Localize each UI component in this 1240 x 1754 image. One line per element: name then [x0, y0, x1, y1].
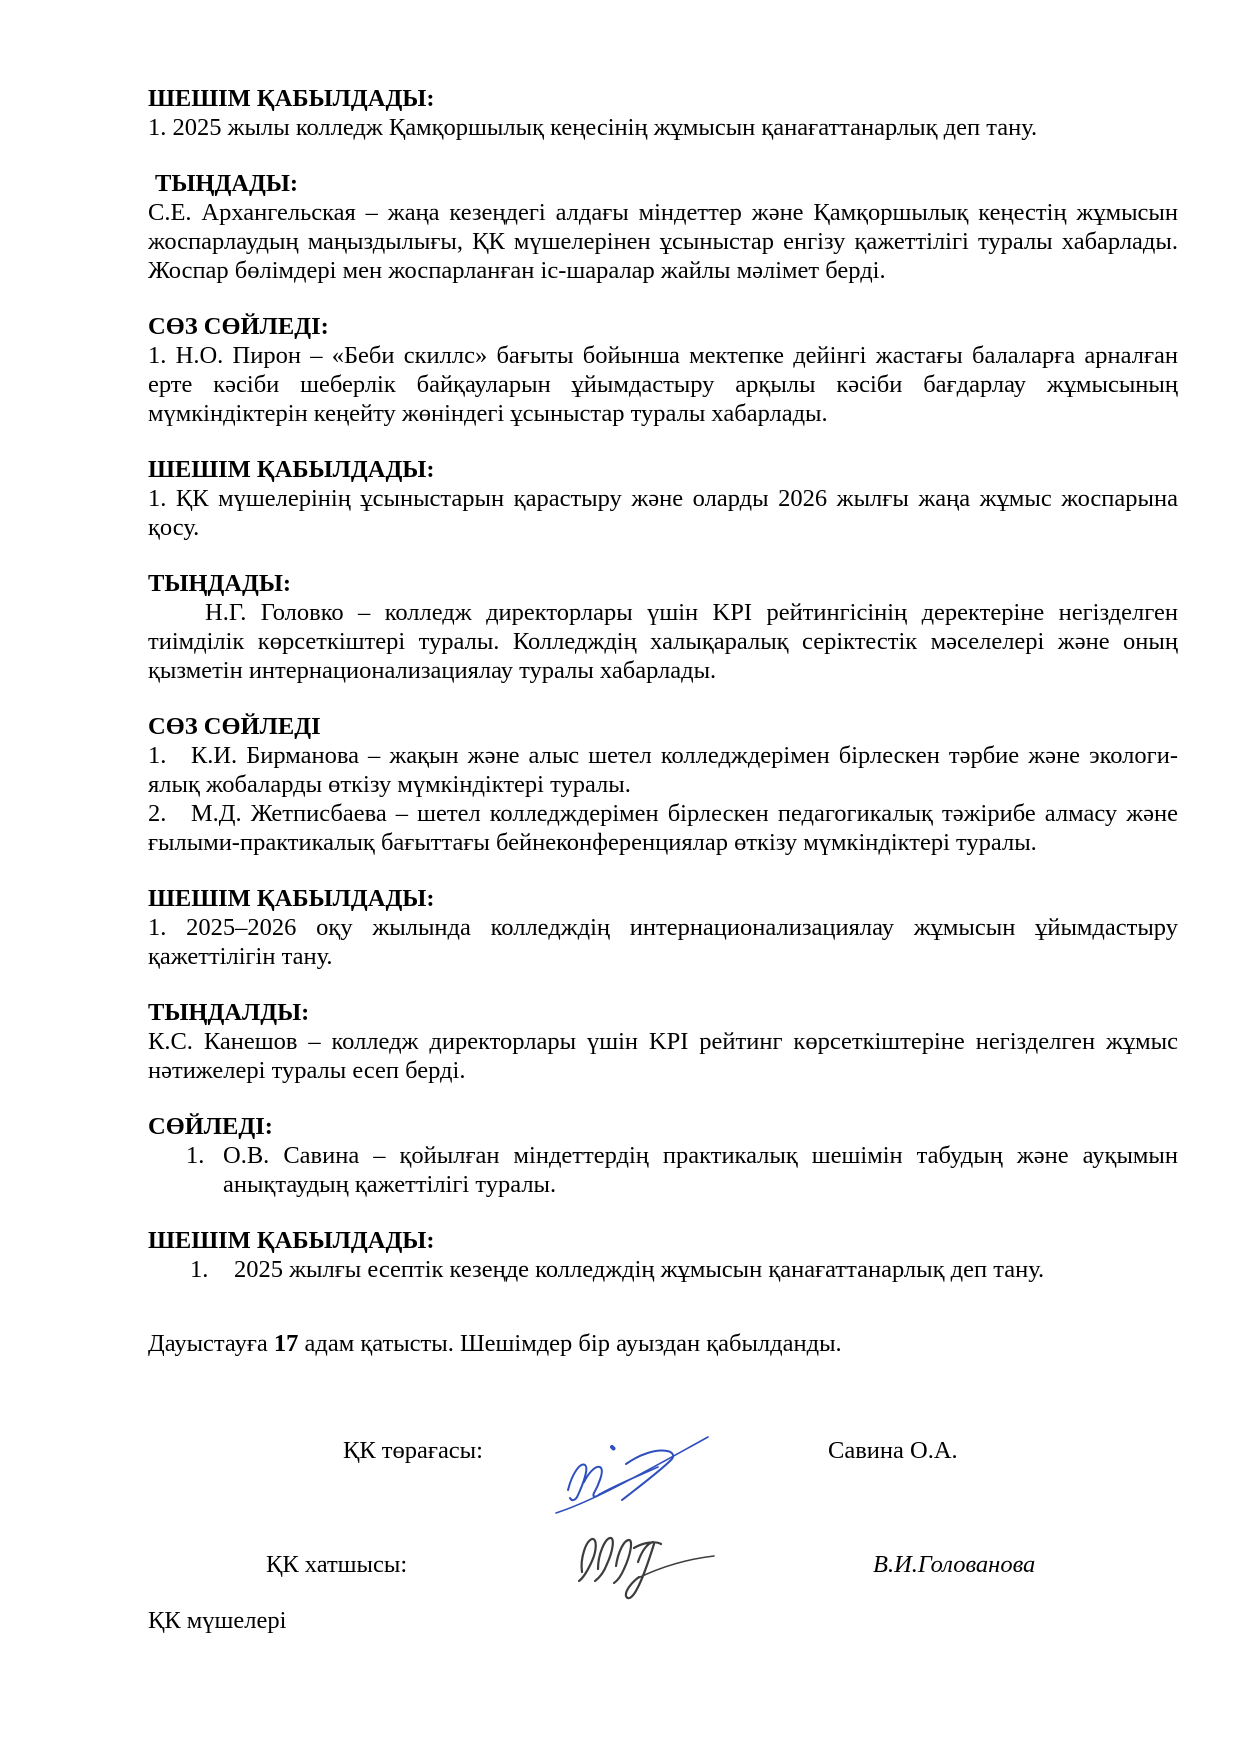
section-spoke-3 — [148, 1112, 1178, 1199]
section-decision-3 — [148, 884, 1178, 971]
list-item: 2. М.Д. Жетписбаева – шетел колледждерімен бірлескен педагогикалық тәжірибе алмасу және ғылыми-практикалық бағыттағы бейнеконференциялар өткізу мүмкіндіктері туралы. — [148, 800, 1178, 856]
paragraph: 1. ҚК мүшелерінің ұсыныстарын қарастыру және оларды 2026 жылғы жаңа жұмыс жоспарына қосу. — [148, 485, 1178, 541]
section-heading: ШЕШІМ ҚАБЫЛДАДЫ: — [148, 1227, 435, 1254]
section-decision-4 — [148, 1226, 1178, 1284]
paragraph: 1. Н.О. Пирон – «Беби скиллс» бағыты бойынша мектепке дейінгі жастағы балаларға арналған ерте кәсіби шеберлік байқауларын ұйымдастыру арқылы кәсіби бағдарлау жұмысының мүмкіндіктерін кеңейту жөніндегі ұсыныстар туралы хабарлады. — [148, 342, 1178, 427]
secretary-signature — [568, 1528, 718, 1608]
signature-stroke — [622, 1451, 673, 1500]
secretary-name: В.И.Голованова — [873, 1551, 1036, 1578]
chairman-role-label: ҚК төрағасы: — [343, 1437, 483, 1464]
section-heard-2 — [148, 569, 1178, 685]
section-spoke-2 — [148, 712, 1178, 857]
section-decision-2 — [148, 455, 1178, 542]
section-heading: СӨЗ СӨЙЛЕДІ: — [148, 313, 329, 340]
chairman-name: Савина О.А. — [828, 1437, 958, 1464]
signature-stroke — [579, 1539, 596, 1581]
section-heading: ТЫҢДАДЫ: — [155, 170, 299, 197]
section-heading: ШЕШІМ ҚАБЫЛДАДЫ: — [148, 456, 435, 483]
list-item: 1. К.И. Бирманова – жақын және алыс шетел колледждерімен бірлескен тәрбие және экологиялық жобаларды өткізу мүмкіндіктері туралы. — [148, 742, 1178, 798]
secretary-role-label: ҚК хатшысы: — [266, 1551, 408, 1578]
paragraph: С.Е. Архангельская – жаңа кезеңдегі алдағы міндеттер және Қамқоршылық кеңестің жұмысын жоспарлаудың маңыздылығы, ҚК мүшелерінен ұсыныстар енгізу қажеттілігі туралы хабарлады. Жоспар бөлімдері мен жоспарланған іс-шаралар жайлы мәлімет берді. — [148, 199, 1178, 284]
list-item-number: 1. — [190, 1256, 209, 1283]
list-item-text: 2025 жылғы есептік кезеңде колледждің жұмысын қанағаттанарлық деп тану. — [234, 1256, 1045, 1283]
voting-text-after: адам қатысты. Шешімдер бір ауыздан қабылданды. — [298, 1330, 842, 1357]
voting-summary — [148, 1329, 1178, 1358]
list-item — [190, 1255, 1178, 1284]
signature-stroke — [556, 1437, 708, 1513]
section-heading: ТЫҢДАЛДЫ: — [148, 999, 310, 1026]
paragraph: 1. 2025–2026 оқу жылында колледждің интернационализациялау жұмысын ұйымдастыру қажеттілігін тану. — [148, 914, 1178, 970]
chairman-signature-strokes — [556, 1437, 708, 1513]
paragraph: 1. 2025 жылы колледж Қамқоршылық кеңесінің жұмысын қанағаттанарлық деп тану. — [148, 114, 1038, 141]
section-heading: СӨЙЛЕДІ: — [148, 1113, 273, 1140]
list-item-text: О.В. Савина – қойылған міндеттердің практикалық шешімін табудың және ауқымын анықтаудың қажеттілігі туралы. — [223, 1142, 1178, 1198]
section-heard-3 — [148, 998, 1178, 1085]
paragraph: К.С. Канешов – колледж директорлары үшін KPI рейтинг көрсеткіштеріне негізделген жұмыс нәтижелері туралы есеп берді. — [148, 1028, 1178, 1084]
paragraph: Н.Г. Головко – колледж директорлары үшін KPI рейтингісінің деректеріне негізделген тиімділік көрсеткіштері туралы. Колледждің халықаралық серіктестік мәселелері және оның қызметін интернационализациялау туралы хабарлады. — [148, 599, 1178, 684]
section-heading: ШЕШІМ ҚАБЫЛДАДЫ: — [148, 85, 435, 112]
voting-count: 17 — [273, 1330, 299, 1357]
section-heading: СӨЗ СӨЙЛЕДІ — [148, 713, 321, 740]
section-heading: ШЕШІМ ҚАБЫЛДАДЫ: — [148, 885, 435, 912]
signature-stroke — [634, 1542, 661, 1562]
list-item-number: 1. — [186, 1142, 205, 1169]
section-decision-1 — [148, 84, 1178, 142]
section-heard-1 — [148, 169, 1178, 285]
signature-stroke — [614, 1540, 631, 1583]
section-heading: ТЫҢДАДЫ: — [148, 570, 292, 597]
list-item — [186, 1141, 1178, 1199]
secretary-signature-strokes — [579, 1538, 714, 1598]
voting-text-before: Дауыстауға — [148, 1330, 274, 1357]
signature-stroke — [612, 1447, 614, 1449]
members-label: ҚК мүшелері — [148, 1607, 287, 1634]
signature-stroke — [595, 1538, 613, 1581]
chairman-signature — [548, 1420, 718, 1518]
section-spoke-1 — [148, 312, 1178, 428]
